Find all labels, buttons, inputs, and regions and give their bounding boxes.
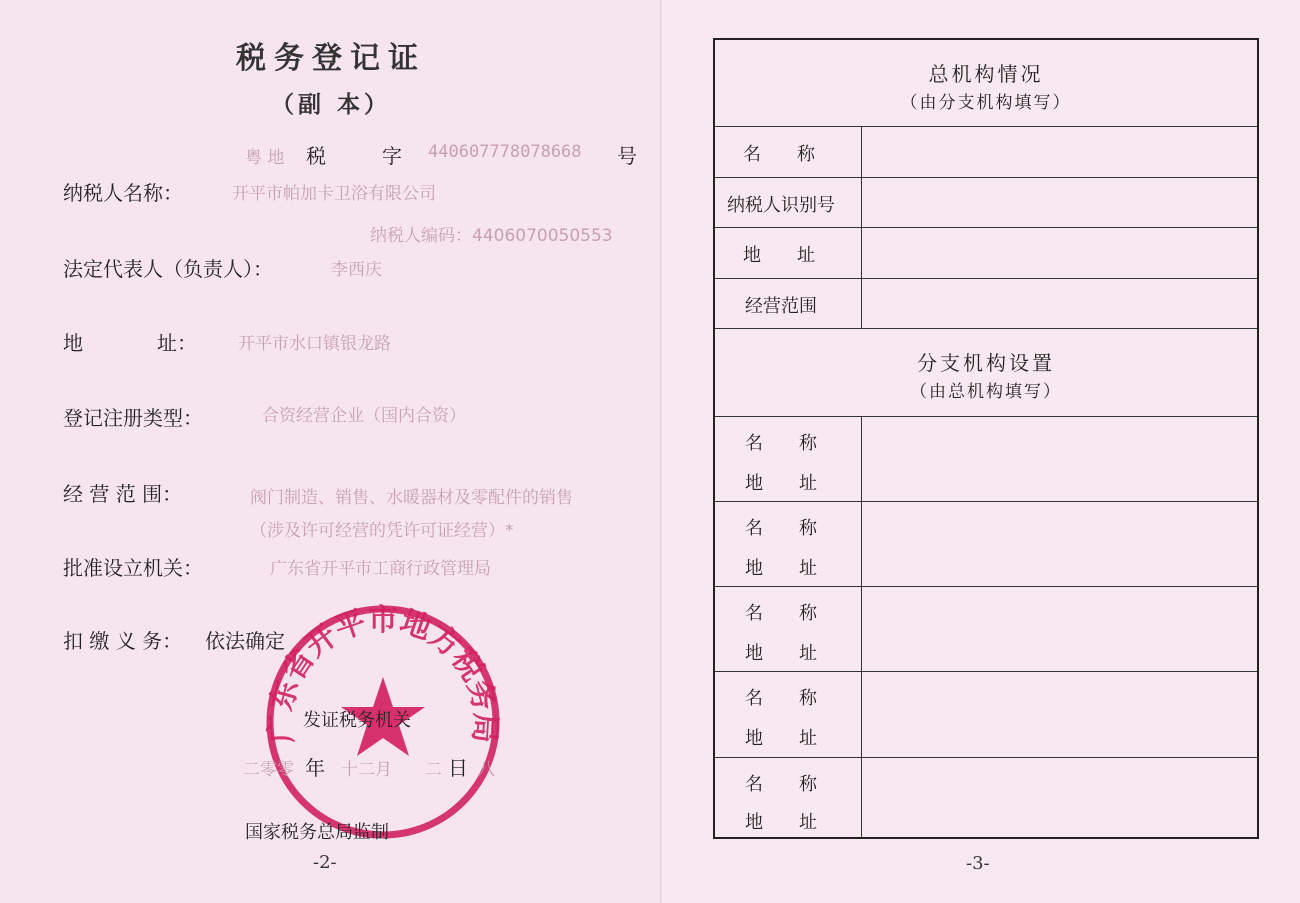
branch-section-header (715, 328, 1257, 416)
hq-row-label: 纳税人识别号 (727, 195, 835, 216)
seal-text: 广东省开平市地方税务局 (263, 602, 503, 745)
reg-type-label: 登记注册类型： (63, 406, 203, 430)
document-title: 税务登记证 (236, 41, 426, 76)
scope-line-2: （涉及许可经营的凭许可证经营）* (250, 521, 514, 541)
branch-name-label: 名 称 (745, 774, 817, 795)
page-fold (660, 0, 663, 903)
taxpayer-code: 纳税人编码：4406070050553 (370, 226, 613, 246)
issuer-label: 发证税务机关 (303, 710, 411, 731)
address-label-2: 址： (157, 331, 197, 355)
legal-rep-label: 法定代表人（负责人）： (63, 257, 273, 281)
hq-row-scope (715, 278, 1257, 328)
branch-address-label: 地 址 (745, 812, 817, 833)
branch-name-label: 名 称 (745, 518, 817, 539)
branch-row (715, 501, 1257, 586)
page-number-right: -3- (966, 853, 990, 874)
date-day-value: 二 (425, 760, 442, 780)
branch-section-title: 分支机构设置 (917, 351, 1055, 375)
branch-name-label: 名 称 (745, 433, 817, 454)
branch-section-subtitle: （由总机构填写） (910, 382, 1062, 402)
branch-address-label: 地 址 (745, 473, 817, 494)
branch-row (715, 757, 1257, 837)
hq-section-subtitle: （由分支机构填写） (900, 93, 1072, 113)
cert-hao-label: 号 (617, 144, 637, 168)
date-year-value: 二零零 (243, 760, 294, 780)
date-month-value: 十二月 (341, 760, 392, 780)
legal-rep: 李西庆 (331, 260, 382, 280)
branch-address-label: 地 址 (745, 558, 817, 579)
cert-prefix: 粤 地 (245, 148, 285, 168)
date-day-suffix: 八 (478, 760, 495, 780)
branch-row (715, 671, 1257, 757)
hq-row-label: 经营范围 (745, 296, 817, 317)
scope-line-1: 阀门制造、销售、水暖器材及零配件的销售 (250, 488, 573, 508)
address-label-1: 地 (63, 331, 83, 355)
branch-name-label: 名 称 (745, 603, 817, 624)
reg-type: 合资经营企业（国内合资） (262, 406, 466, 426)
cert-number: 440607778078668 (428, 142, 582, 162)
hq-row-taxid (715, 177, 1257, 227)
cert-tax-label: 税 (306, 144, 326, 168)
approver-label: 批准设立机关： (63, 556, 203, 580)
document-subtitle: （副 本） (270, 91, 391, 118)
hq-row-label: 名 称 (743, 144, 815, 165)
supervisor-label: 国家税务总局监制 (245, 822, 389, 843)
cert-zi-label: 字 (382, 144, 402, 168)
hq-section-title: 总机构情况 (928, 62, 1044, 86)
withholding-value: 依法确定 (205, 629, 285, 653)
scope-label: 经 营 范 围： (63, 482, 183, 506)
taxpayer-name: 开平市帕加卡卫浴有限公司 (232, 184, 436, 204)
date-day-label: 日 (448, 756, 468, 780)
branch-row (715, 586, 1257, 671)
hq-row-address (715, 227, 1257, 278)
withholding-label: 扣 缴 义 务： (63, 629, 183, 653)
branch-address-label: 地 址 (745, 728, 817, 749)
approver: 广东省开平市工商行政管理局 (270, 559, 491, 579)
hq-row-label: 地 址 (743, 245, 815, 266)
date-year-label: 年 (305, 756, 325, 780)
page-number-left: -2- (313, 852, 337, 873)
branch-name-label: 名 称 (745, 688, 817, 709)
organization-table (713, 38, 1259, 839)
branch-address-label: 地 址 (745, 643, 817, 664)
taxpayer-name-label: 纳税人名称： (63, 181, 183, 205)
address: 开平市水口镇银龙路 (238, 334, 391, 354)
branch-row (715, 416, 1257, 501)
hq-row-name (715, 126, 1257, 177)
